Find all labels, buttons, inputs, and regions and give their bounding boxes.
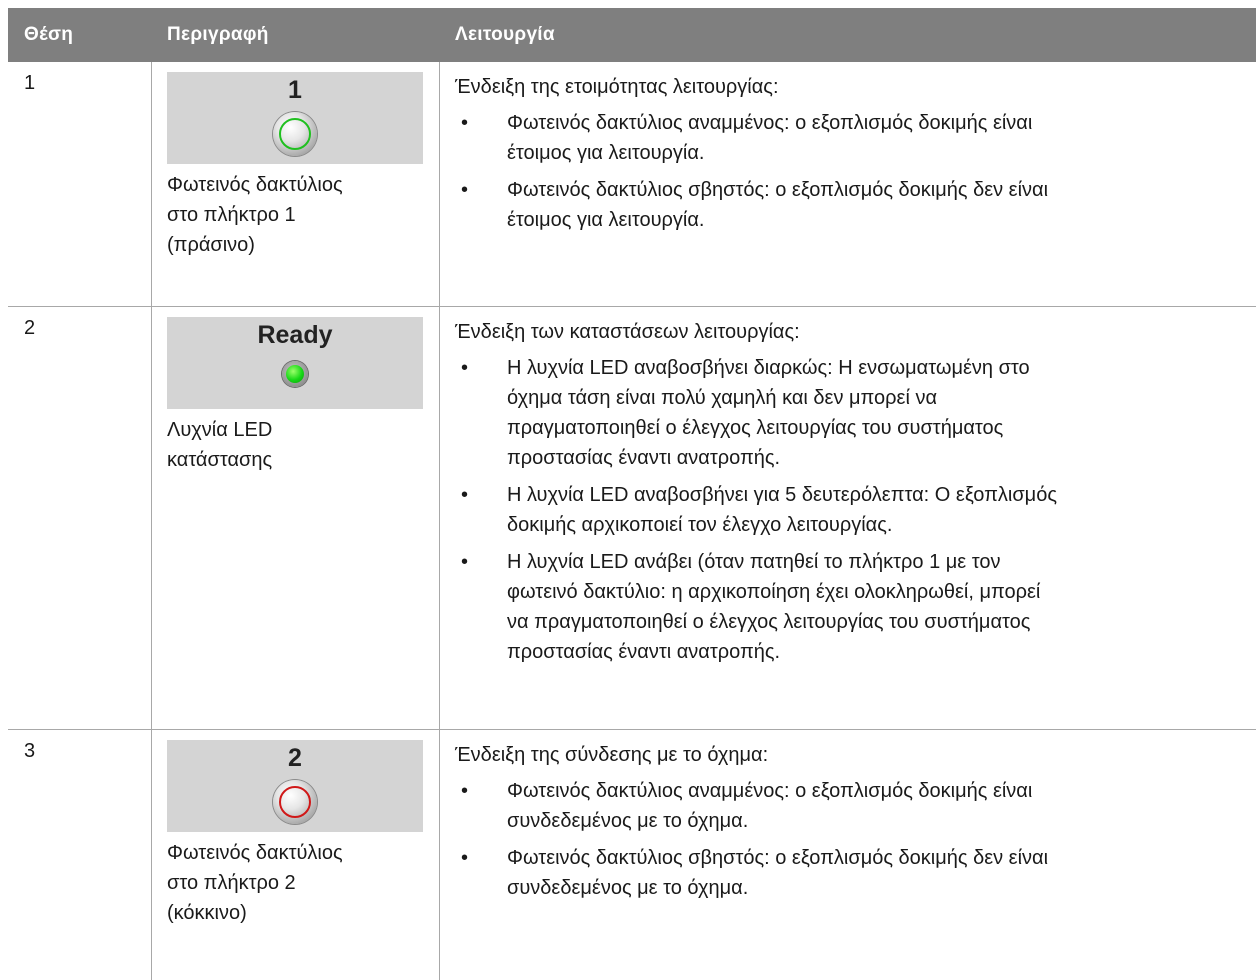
row-number: 2 bbox=[24, 317, 36, 339]
row-function bbox=[455, 740, 1245, 910]
button-green-ring-icon bbox=[273, 112, 317, 156]
list-item: • Φωτεινός δακτύλιος αναμμένος: ο εξοπλισμός δοκιμής είναι συνδεδεμένος με το όχημα. bbox=[461, 780, 1033, 832]
description-label: Φωτεινός δακτύλιος στο πλήκτρο 1 (πράσινο) bbox=[167, 174, 343, 256]
row-description bbox=[167, 740, 423, 928]
status-led-icon bbox=[282, 361, 308, 387]
list-item: • Φωτεινός δακτύλιος σβηστός: ο εξοπλισμός δοκιμής δεν είναι συνδεδεμένος με το όχημα. bbox=[461, 847, 1049, 899]
function-intro: Ένδειξη των καταστάσεων λειτουργίας: bbox=[455, 321, 800, 343]
status-led-image bbox=[167, 317, 423, 409]
row-number: 3 bbox=[24, 740, 36, 762]
row-function bbox=[455, 72, 1245, 242]
function-intro: Ένδειξη της ετοιμότητας λειτουργίας: bbox=[455, 76, 779, 98]
function-intro: Ένδειξη της σύνδεσης με το όχημα: bbox=[455, 744, 769, 766]
description-label: Φωτεινός δακτύλιος στο πλήκτρο 2 (κόκκινο) bbox=[167, 842, 343, 924]
header-function: Λειτουργία bbox=[455, 24, 555, 45]
list-item: • Η λυχνία LED αναβοσβήνει για 5 δευτερόλεπτα: Ο εξοπλισμός δοκιμής αρχικοποιεί τον έλεγχο λειτουργίας. bbox=[461, 484, 1057, 536]
header-description: Περιγραφή bbox=[167, 24, 269, 45]
row-description bbox=[167, 317, 423, 475]
button-label: 2 bbox=[288, 744, 302, 772]
button-1-image bbox=[167, 72, 423, 164]
led-label: Ready bbox=[257, 321, 333, 349]
table-row bbox=[8, 730, 1256, 980]
button-label: 1 bbox=[288, 76, 302, 104]
list-item: • Η λυχνία LED αναβοσβήνει διαρκώς: Η ενσωματωμένη στο όχημα τάση είναι πολύ χαμηλή και δεν μπορεί να πραγματοποιηθεί ο έλεγχος λειτουργίας του συστήματος προστασίας έναντι ανατροπής. bbox=[461, 357, 1030, 469]
row-description bbox=[167, 72, 423, 260]
row-function bbox=[455, 317, 1245, 674]
list-item: • Η λυχνία LED ανάβει (όταν πατηθεί το πλήκτρο 1 με τον φωτεινό δακτύλιο: η αρχικοποίηση έχει ολοκληρωθεί, μπορεί να πραγματοποιηθεί ο έλεγχος λειτουργίας του συστήματος προστασίας έναντι ανατροπής. bbox=[461, 551, 1041, 663]
table-header bbox=[8, 8, 1256, 62]
function-table bbox=[8, 8, 1256, 980]
row-number: 1 bbox=[24, 72, 36, 94]
list-item: • Φωτεινός δακτύλιος σβηστός: ο εξοπλισμός δοκιμής δεν είναι έτοιμος για λειτουργία. bbox=[461, 179, 1049, 231]
description-label: Λυχνία LED κατάστασης bbox=[167, 419, 273, 471]
header-position: Θέση bbox=[24, 24, 74, 45]
button-2-image bbox=[167, 740, 423, 832]
button-red-ring-icon bbox=[273, 780, 317, 824]
table-row bbox=[8, 307, 1256, 730]
list-item: • Φωτεινός δακτύλιος αναμμένος: ο εξοπλισμός δοκιμής είναι έτοιμος για λειτουργία. bbox=[461, 112, 1033, 164]
table-row bbox=[8, 62, 1256, 307]
